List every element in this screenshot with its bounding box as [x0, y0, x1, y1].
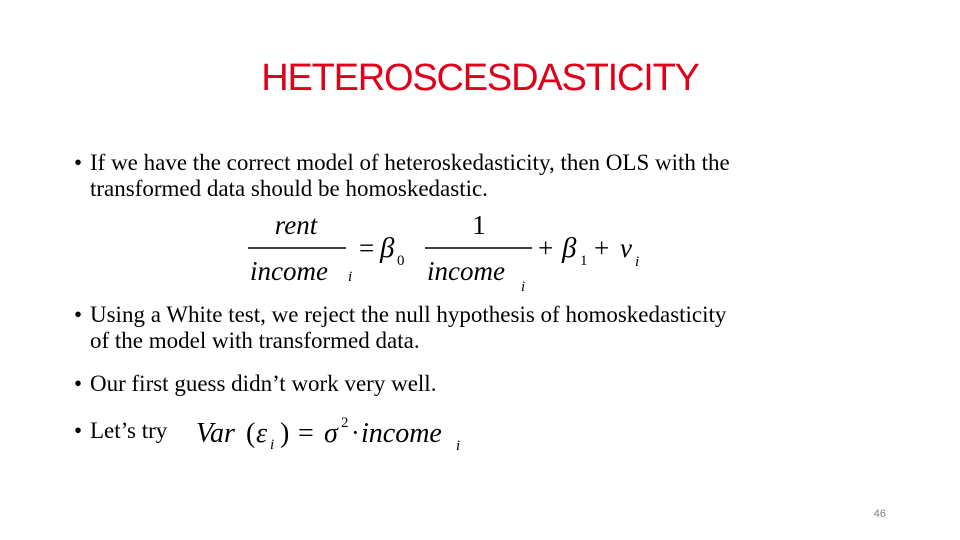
lhs-denominator-subscript: i: [348, 269, 353, 285]
bullet-item-2: [74, 302, 726, 354]
bullet-2-line-1: Using a White test, we reject the null hypothesis of homoskedasticity: [90, 302, 727, 327]
epsilon: ε: [256, 418, 268, 449]
close-paren: ): [280, 418, 290, 449]
variance-assumption-equation: [192, 410, 482, 460]
error-term: v: [620, 233, 632, 263]
open-paren: (: [246, 418, 256, 449]
bullet-symbol: •: [74, 418, 83, 443]
bullet-item-3: [74, 371, 436, 397]
bullet-2-line-2: of the model with transformed data.: [90, 328, 420, 353]
epsilon-subscript: i: [270, 437, 275, 453]
transformed-model-equation: [240, 204, 660, 294]
beta1-subscript: 1: [580, 253, 588, 269]
rhs-denominator-subscript: i: [521, 279, 526, 294]
bullet-item-1: [74, 150, 730, 202]
beta1: β: [562, 232, 577, 264]
bullet-3-line-1: Our first guess didn’t work very well.: [90, 371, 437, 396]
rhs-numerator: 1: [472, 210, 486, 240]
income-term: income: [361, 418, 442, 449]
equals-sign: =: [359, 233, 375, 263]
beta0-subscript: 0: [397, 253, 405, 269]
var-label: Var: [196, 418, 235, 449]
bullet-symbol: •: [74, 150, 83, 175]
multiplication-dot: ·: [351, 418, 360, 447]
lhs-numerator: rent: [274, 210, 318, 240]
equals-sign: =: [298, 418, 314, 449]
income-subscript: i: [456, 438, 461, 454]
error-subscript: i: [635, 254, 640, 270]
bullet-symbol: •: [74, 371, 83, 396]
sigma-superscript: 2: [341, 415, 349, 431]
lhs-denominator: income: [250, 256, 328, 286]
rhs-denominator: income: [427, 256, 505, 286]
page-number: 46: [873, 508, 886, 520]
plus-sign-1: +: [538, 233, 554, 263]
slide-title: HETEROSCESDASTICITY: [261, 57, 699, 99]
bullet-symbol: •: [74, 302, 83, 327]
bullet-item-4: [74, 418, 167, 444]
beta0: β: [380, 232, 395, 264]
bullet-1-line-1: If we have the correct model of heteroskedasticity, then OLS with the: [90, 150, 730, 175]
bullet-1-line-2: transformed data should be homoskedastic.: [90, 176, 488, 201]
bullet-4-line-1: Let’s try: [90, 418, 168, 443]
sigma: σ: [324, 418, 338, 449]
plus-sign-2: +: [594, 233, 610, 263]
